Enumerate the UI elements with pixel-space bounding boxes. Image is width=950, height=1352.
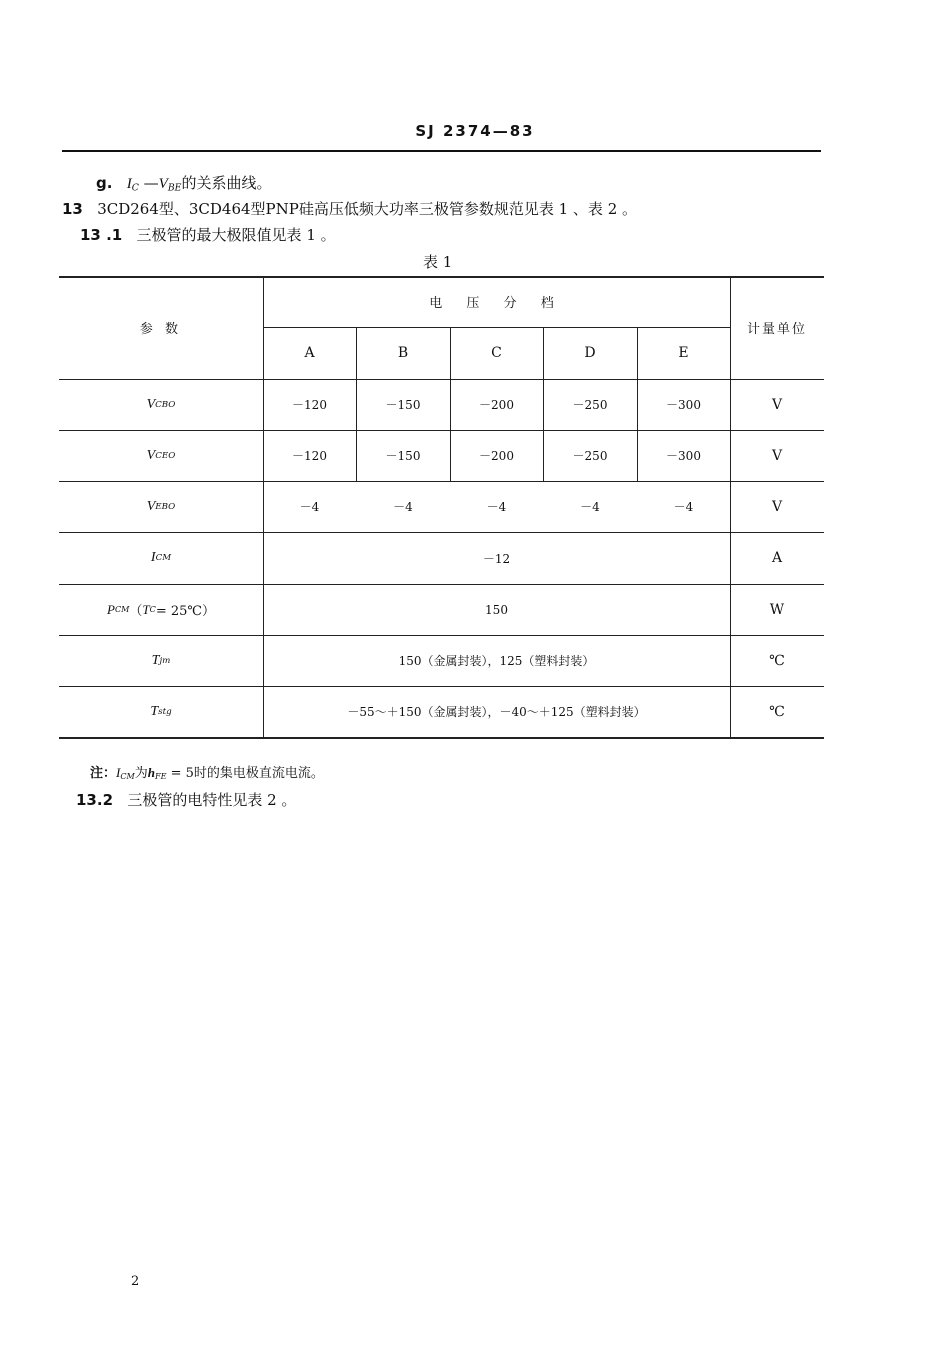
section-13-2 — [76, 789, 296, 810]
param-pcm: P CM （ T C = 25℃） — [107, 601, 215, 619]
section-text: 三极管的电特性见表 2 。 — [127, 791, 297, 809]
header-param: 参 数 — [139, 322, 183, 337]
table-cell: －200 — [479, 398, 514, 412]
unit-cell: A — [771, 550, 783, 566]
table-cell: －300 — [666, 398, 701, 412]
param-tstg: T stg — [150, 703, 172, 719]
table-cell: －200 — [479, 449, 514, 463]
table-cell: －4 — [673, 500, 694, 514]
paragraph-item-g — [96, 172, 271, 193]
param-vebo: V EBO — [146, 498, 176, 514]
symbol-vbe: V — [158, 176, 168, 192]
header-rule — [62, 150, 821, 152]
unit-cell: V — [771, 498, 783, 515]
table-cell: －300 — [666, 449, 701, 463]
table-cell: －120 — [292, 449, 327, 463]
table-cell: －150 — [385, 398, 421, 412]
section-number: 13.2 — [76, 791, 114, 809]
merged-value-cell: －12 — [482, 551, 511, 566]
paragraph-text: 的关系曲线。 — [181, 174, 272, 192]
table-cell: －120 — [292, 398, 327, 412]
section-text: 三极管的最大极限值见表 1 。 — [136, 226, 336, 244]
document-code-header: SJ 2374—83 — [415, 122, 535, 140]
unit-cell: V — [771, 396, 783, 413]
param-vceo: V CEO — [146, 447, 176, 463]
header-class-c: C — [491, 345, 502, 361]
param-vcbo: V CBO — [146, 396, 176, 412]
header-voltage-class: 电 压 分 档 — [429, 296, 564, 311]
note-text: 为 — [134, 766, 148, 781]
table-bottom-rule — [59, 737, 824, 739]
header-class-d: D — [584, 345, 596, 361]
note-text: = 5时的集电极直流电流。 — [166, 766, 324, 781]
item-marker: g. — [96, 174, 113, 192]
unit-cell: ℃ — [769, 703, 785, 720]
merged-value-cell: －55～＋150（金属封装），－40～＋125（塑料封装） — [347, 705, 646, 719]
param-icm: I CM — [150, 550, 172, 565]
symbol-vbe-subscript: BE — [167, 182, 182, 194]
unit-cell: W — [769, 601, 785, 618]
header-class-b: B — [397, 345, 409, 361]
section-13 — [62, 198, 637, 219]
merged-value-cell: 150 — [485, 602, 508, 617]
header-class-a: A — [304, 345, 315, 361]
unit-cell: V — [771, 447, 783, 464]
table-note — [90, 762, 324, 781]
limit-values-table — [59, 276, 824, 739]
page-number: 2 — [131, 1274, 140, 1289]
table-cell: －4 — [486, 500, 507, 514]
symbol-icm-subscript: CM — [120, 772, 135, 781]
note-label: 注： — [90, 766, 117, 781]
param-tjm: T jm — [151, 652, 171, 668]
table-cell: －4 — [580, 500, 600, 514]
symbol-hfe: h — [147, 765, 156, 780]
header-class-e: E — [678, 345, 689, 361]
merged-value-cell: 150（金属封装），125（塑料封装） — [398, 654, 595, 668]
table-cell: －4 — [299, 500, 320, 514]
dash: — — [138, 174, 159, 192]
symbol-icm: I — [116, 765, 121, 780]
header-unit: 计量单位 — [746, 322, 807, 337]
section-number: 13 .1 — [80, 226, 123, 244]
table-cell: －250 — [572, 449, 608, 463]
section-13-1 — [80, 224, 336, 245]
symbol-hfe-subscript: FE — [155, 772, 167, 781]
section-text: 3CD264型、3CD464型PNP硅高压低频大功率三极管参数规范见表 1 、表 2 。 — [97, 200, 638, 218]
table-caption: 表 1 — [423, 253, 453, 271]
unit-cell: ℃ — [769, 652, 785, 669]
table-cell: －4 — [393, 500, 413, 514]
section-number: 13 — [62, 200, 83, 218]
table-cell: －150 — [385, 449, 421, 463]
symbol-ic: I — [126, 176, 132, 192]
table-cell: －250 — [572, 398, 608, 412]
symbol-ic-subscript: C — [131, 182, 139, 194]
